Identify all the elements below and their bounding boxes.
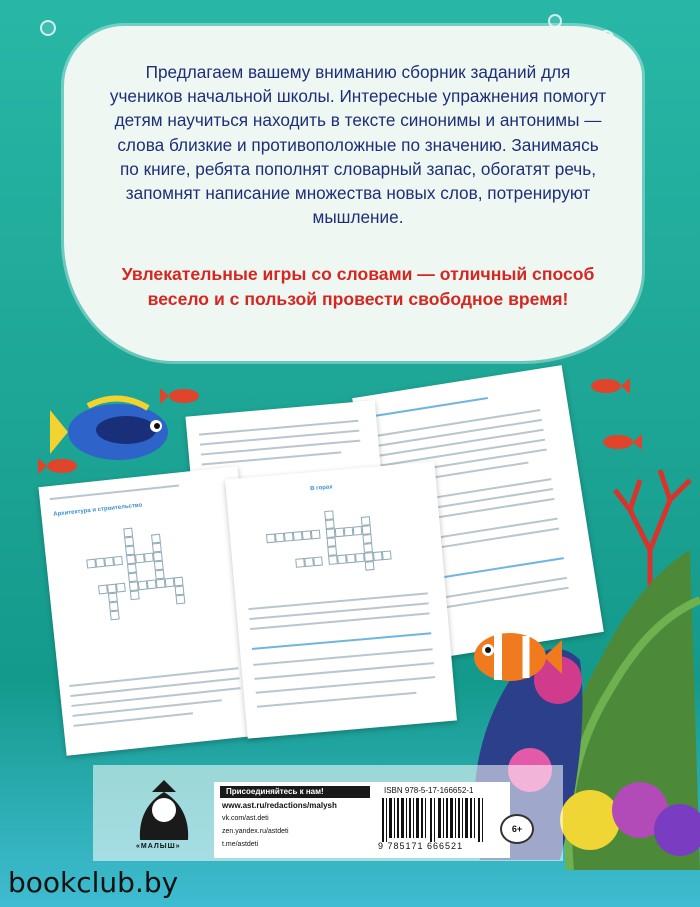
- crossword-title: Архитектура и строительство: [53, 502, 143, 518]
- red-fish-icon: [598, 432, 642, 452]
- barcode-number: 9 785171 666521: [378, 841, 464, 851]
- age-rating-badge: 6+: [500, 814, 534, 844]
- clownfish-icon: [464, 622, 564, 692]
- social-link-zen: zen.yandex.ru/astdeti: [222, 828, 289, 835]
- book-page-middle: [225, 461, 457, 738]
- social-link-vk: vk.com/ast.deti: [222, 815, 269, 822]
- isbn-label: ISBN 978-5-17-166652-1: [384, 786, 474, 795]
- yellow-coral-icon: [560, 760, 700, 860]
- highlight-text: Увлекательные игры со словами — отличный способ весело и с пользой провести свободное время!: [121, 264, 595, 309]
- bubble: [40, 20, 56, 36]
- red-fish-icon: [160, 386, 204, 406]
- red-fish-icon: [38, 456, 82, 476]
- barcode: [380, 798, 490, 842]
- join-us-label: Присоединяйтесь к нам!: [220, 786, 370, 798]
- watermark: bookclub.by: [8, 866, 179, 899]
- red-fish-icon: [586, 376, 630, 396]
- publisher-site: www.ast.ru/redactions/malysh: [222, 801, 337, 810]
- social-link-telegram: t.me/astdeti: [222, 841, 259, 848]
- description-text: Предлагаем вашему вниманию сборник заданий для учеников начальной школы. Интересные упражнения помогут детям научиться находить в тексте синонимы и антонимы — слова близкие и противоположные по значению. Занимаясь по книге, ребята пополнят словарный запас, обогатят речь, запомнят написание множества новых слов, потренируют мышление.: [109, 62, 607, 228]
- crossword-title: В горах: [309, 484, 333, 493]
- publisher-logo-text: «МАЛЫШ»: [136, 843, 181, 850]
